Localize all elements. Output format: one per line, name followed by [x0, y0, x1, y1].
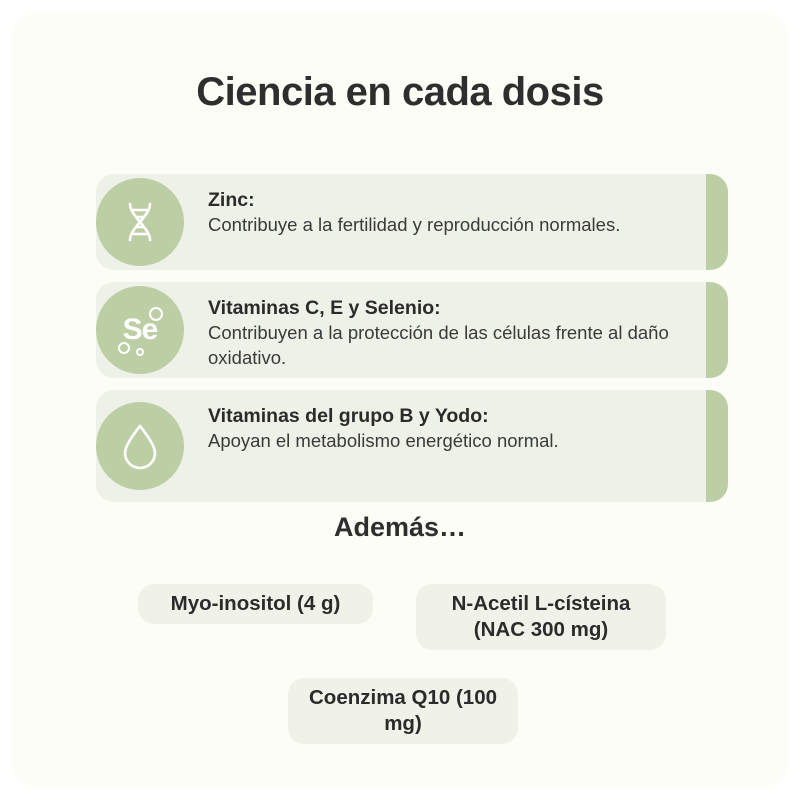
list-item	[96, 390, 728, 502]
selenium-icon	[96, 286, 184, 374]
page-title: Ciencia en cada dosis	[196, 70, 604, 114]
benefit-heading: Vitaminas del grupo B y Yodo:	[208, 405, 489, 427]
row-text	[208, 188, 684, 238]
extra-item: Coenzima Q10 (100 mg)	[288, 678, 518, 744]
row-endcap	[706, 390, 728, 502]
row-text	[208, 404, 684, 454]
row-endcap	[706, 174, 728, 270]
benefit-description: Apoyan el metabolismo energético normal.	[208, 430, 559, 452]
selenium-symbol: Se	[122, 313, 158, 346]
row-text	[208, 296, 684, 370]
benefit-heading: Vitaminas C, E y Selenio:	[208, 297, 441, 319]
extra-item: N-Acetil L-císteina (NAC 300 mg)	[416, 584, 666, 650]
row-endcap	[706, 282, 728, 378]
droplet-icon	[96, 402, 184, 490]
list-item	[96, 282, 728, 378]
dna-icon	[96, 178, 184, 266]
benefit-heading: Zinc:	[208, 189, 255, 211]
benefit-description: Contribuyen a la protección de las células frente al daño oxidativo.	[208, 322, 669, 368]
benefit-description: Contribuye a la fertilidad y reproducción normales.	[208, 214, 621, 236]
list-item	[96, 174, 728, 270]
extras-title: Además…	[333, 512, 467, 542]
info-card	[12, 12, 788, 788]
benefits-list	[96, 174, 728, 514]
extra-item: Myo-inositol (4 g)	[138, 584, 373, 624]
